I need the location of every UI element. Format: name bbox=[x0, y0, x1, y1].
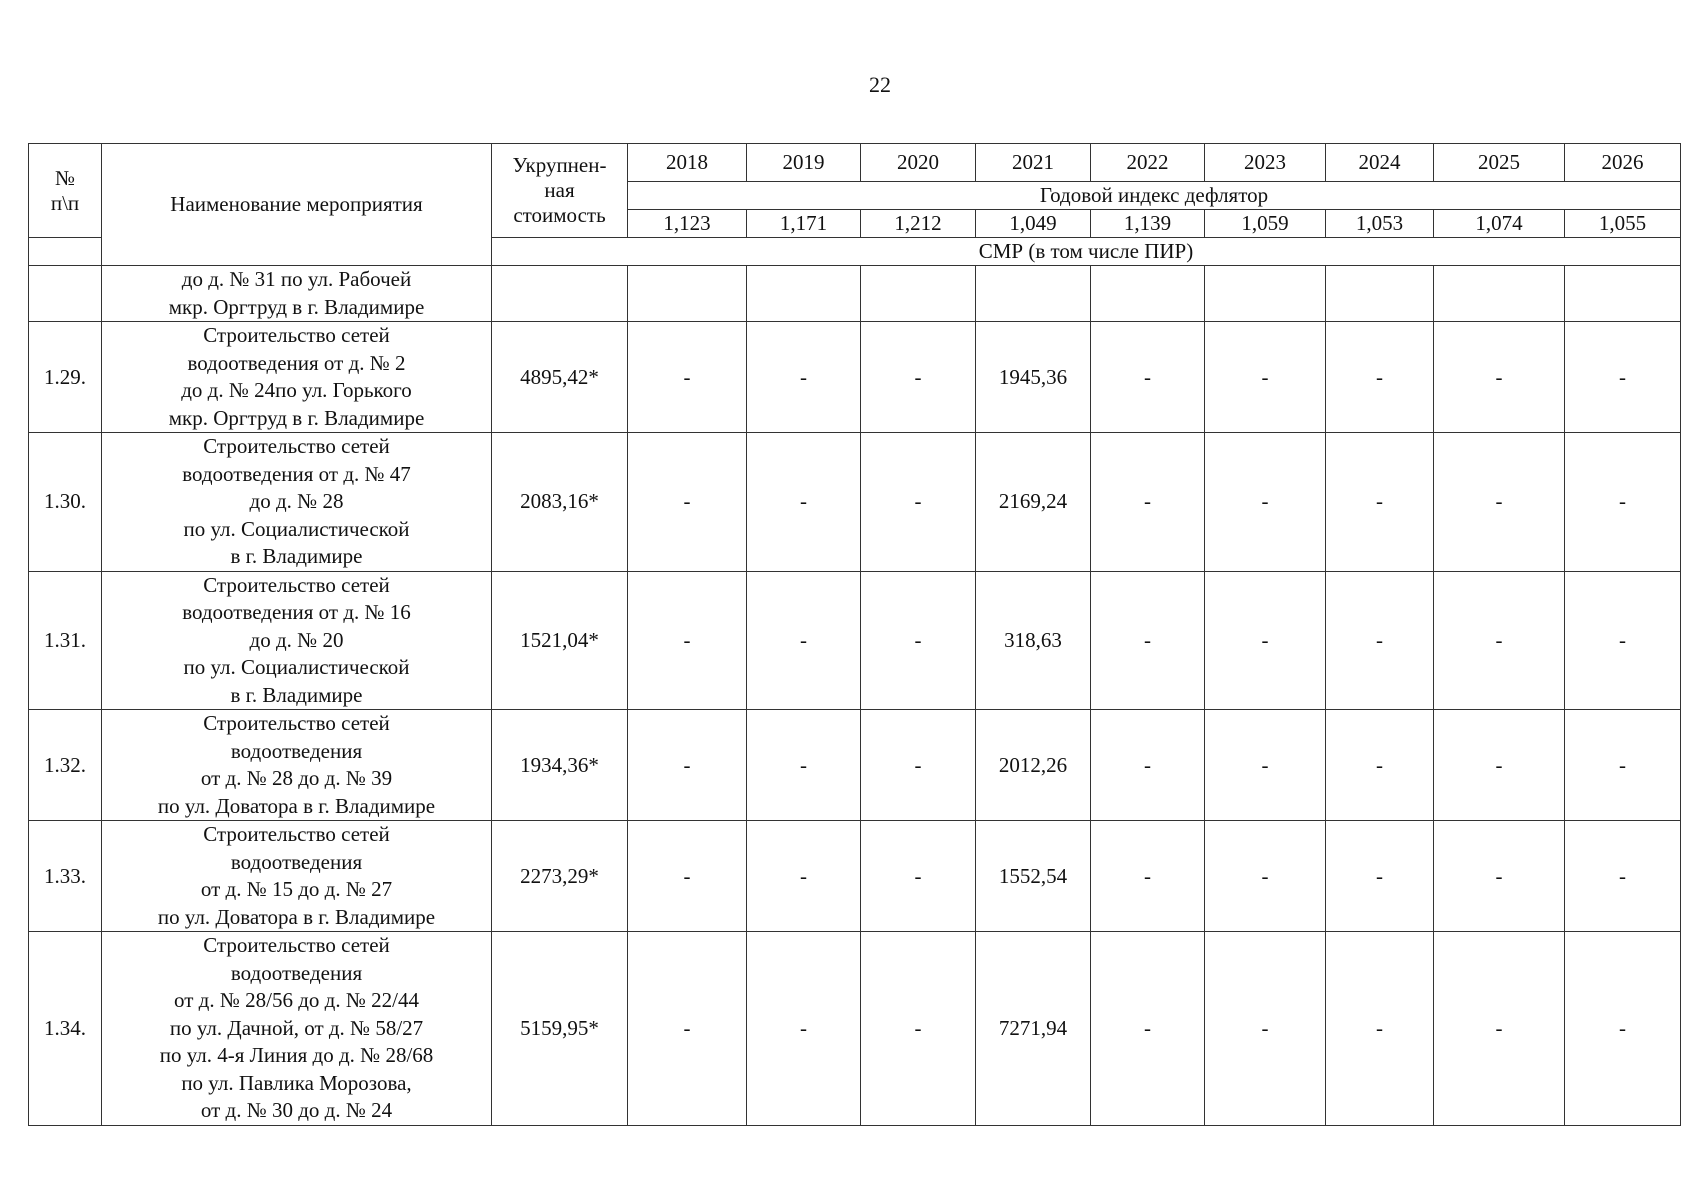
row-year-value: - bbox=[1326, 932, 1434, 1126]
row-year-value: - bbox=[747, 821, 861, 932]
row-year-value: 1945,36 bbox=[976, 322, 1091, 433]
row-name-line: Строительство сетей bbox=[203, 434, 390, 458]
table-row bbox=[29, 433, 1681, 572]
row-year-value: - bbox=[1326, 322, 1434, 433]
row-year-value: - bbox=[1326, 433, 1434, 572]
row-year-value bbox=[628, 266, 747, 322]
row-year-value: - bbox=[1205, 571, 1326, 710]
table-row bbox=[29, 710, 1681, 821]
row-year-value: 2012,26 bbox=[976, 710, 1091, 821]
header-deflator: 1,212 bbox=[861, 210, 976, 238]
row-year-value: 1552,54 bbox=[976, 821, 1091, 932]
row-year-value bbox=[1434, 266, 1565, 322]
table-row bbox=[29, 322, 1681, 433]
header-cost-line3: стоимость bbox=[513, 203, 606, 227]
header-cost bbox=[492, 144, 628, 238]
row-year-value: - bbox=[1565, 710, 1681, 821]
header-year: 2026 bbox=[1565, 144, 1681, 182]
row-number: 1.32. bbox=[29, 710, 102, 821]
row-cost bbox=[492, 266, 628, 322]
header-year: 2022 bbox=[1091, 144, 1205, 182]
header-cost-line2: ная bbox=[544, 178, 575, 202]
row-year-value: - bbox=[1434, 571, 1565, 710]
row-year-value bbox=[1091, 266, 1205, 322]
row-year-value: - bbox=[861, 821, 976, 932]
header-year: 2019 bbox=[747, 144, 861, 182]
header-deflator: 1,123 bbox=[628, 210, 747, 238]
row-name bbox=[102, 322, 492, 433]
row-year-value: - bbox=[1091, 821, 1205, 932]
row-name-line: водоотведения от д. № 16 bbox=[182, 600, 411, 624]
header-year: 2020 bbox=[861, 144, 976, 182]
row-year-value: - bbox=[1091, 322, 1205, 433]
row-year-value: - bbox=[1326, 571, 1434, 710]
row-year-value: - bbox=[747, 710, 861, 821]
row-year-value bbox=[976, 266, 1091, 322]
row-year-value: - bbox=[1091, 710, 1205, 821]
row-name-line: от д. № 30 до д. № 24 bbox=[200, 1098, 393, 1122]
budget-table bbox=[28, 143, 1681, 1126]
row-name-line: по ул. 4-я Линия до д. № 28/68 bbox=[159, 1043, 434, 1067]
header-smr-label: СМР (в том числе ПИР) bbox=[492, 238, 1681, 266]
header-deflator-label: Годовой индекс дефлятор bbox=[628, 182, 1681, 210]
row-cost: 4895,42* bbox=[492, 322, 628, 433]
row-year-value: - bbox=[861, 710, 976, 821]
row-name-line: до д. № 31 по ул. Рабочей bbox=[181, 267, 412, 291]
row-year-value: - bbox=[628, 932, 747, 1126]
table-header bbox=[29, 144, 1681, 266]
header-deflator: 1,059 bbox=[1205, 210, 1326, 238]
row-year-value: - bbox=[861, 571, 976, 710]
row-name-line: Строительство сетей bbox=[203, 323, 390, 347]
row-year-value: - bbox=[628, 571, 747, 710]
row-year-value: 318,63 bbox=[976, 571, 1091, 710]
row-year-value: - bbox=[747, 571, 861, 710]
row-number: 1.31. bbox=[29, 571, 102, 710]
row-name-line: Строительство сетей bbox=[203, 933, 390, 957]
row-name-line: по ул. Павлика Морозова, bbox=[181, 1070, 412, 1095]
row-name-line: от д. № 15 до д. № 27 bbox=[200, 877, 393, 901]
row-name-line: по ул. Дачной, от д. № 58/27 bbox=[169, 1015, 424, 1040]
row-year-value: - bbox=[1205, 821, 1326, 932]
row-name-line: от д. № 28 до д. № 39 bbox=[200, 766, 393, 790]
row-year-value: - bbox=[1565, 932, 1681, 1126]
row-year-value: - bbox=[628, 433, 747, 572]
row-year-value: 2169,24 bbox=[976, 433, 1091, 572]
header-number bbox=[29, 144, 102, 238]
row-name bbox=[102, 821, 492, 932]
row-year-value: - bbox=[861, 932, 976, 1126]
row-name bbox=[102, 266, 492, 322]
row-year-value: - bbox=[1326, 821, 1434, 932]
row-year-value: - bbox=[1205, 710, 1326, 821]
row-name bbox=[102, 433, 492, 572]
row-year-value: - bbox=[747, 433, 861, 572]
header-deflator: 1,171 bbox=[747, 210, 861, 238]
row-year-value bbox=[1565, 266, 1681, 322]
row-name-line: водоотведения bbox=[230, 738, 363, 763]
header-deflator: 1,139 bbox=[1091, 210, 1205, 238]
header-deflator: 1,074 bbox=[1434, 210, 1565, 238]
header-number-line1: № bbox=[54, 165, 76, 190]
row-name-line: мкр. Оргтруд в г. Владимире bbox=[168, 405, 425, 430]
row-number: 1.34. bbox=[29, 932, 102, 1126]
row-name bbox=[102, 710, 492, 821]
row-name bbox=[102, 932, 492, 1126]
header-deflator: 1,049 bbox=[976, 210, 1091, 238]
page-number: 22 bbox=[869, 72, 891, 97]
row-year-value: - bbox=[1205, 932, 1326, 1126]
header-year: 2025 bbox=[1434, 144, 1565, 182]
header-cost-line1: Укрупнен- bbox=[512, 153, 607, 177]
header-year: 2024 bbox=[1326, 144, 1434, 182]
row-year-value: - bbox=[1326, 710, 1434, 821]
row-name-line: водоотведения от д. № 2 bbox=[187, 350, 406, 375]
row-year-value: - bbox=[1205, 433, 1326, 572]
row-year-value: - bbox=[628, 322, 747, 433]
row-cost: 2083,16* bbox=[492, 433, 628, 572]
row-name-line: до д. № 24по ул. Горького bbox=[181, 378, 412, 402]
row-cost: 2273,29* bbox=[492, 821, 628, 932]
row-name-line: водоотведения от д. № 47 bbox=[182, 461, 411, 486]
row-name-line: по ул. Доватора в г. Владимире bbox=[157, 904, 436, 929]
row-year-value: - bbox=[861, 433, 976, 572]
row-cost: 1521,04* bbox=[492, 571, 628, 710]
row-year-value: - bbox=[747, 322, 861, 433]
header-number-filler bbox=[29, 238, 102, 266]
row-cost: 1934,36* bbox=[492, 710, 628, 821]
row-name-line: водоотведения bbox=[230, 960, 363, 985]
header-year: 2023 bbox=[1205, 144, 1326, 182]
row-name-line: мкр. Оргтруд в г. Владимире bbox=[168, 294, 425, 319]
row-year-value: - bbox=[1091, 571, 1205, 710]
row-year-value: - bbox=[1565, 571, 1681, 710]
row-year-value: - bbox=[628, 710, 747, 821]
table-row bbox=[29, 821, 1681, 932]
row-year-value: - bbox=[1434, 821, 1565, 932]
row-number: 1.29. bbox=[29, 322, 102, 433]
row-year-value bbox=[1326, 266, 1434, 322]
row-year-value: - bbox=[1091, 433, 1205, 572]
row-name-line: от д. № 28/56 до д. № 22/44 bbox=[174, 988, 419, 1012]
row-number bbox=[29, 266, 102, 322]
row-year-value: - bbox=[1565, 433, 1681, 572]
row-name-line: в г. Владимире bbox=[230, 682, 363, 707]
row-year-value: - bbox=[1565, 821, 1681, 932]
row-name-line: в г. Владимире bbox=[230, 544, 363, 568]
header-deflator: 1,053 bbox=[1326, 210, 1434, 238]
row-year-value: 7271,94 bbox=[976, 932, 1091, 1126]
header-year: 2021 bbox=[976, 144, 1091, 182]
row-name-line: Строительство сетей bbox=[203, 822, 390, 846]
row-year-value: - bbox=[861, 322, 976, 433]
row-year-value: - bbox=[1434, 322, 1565, 433]
row-year-value: - bbox=[747, 932, 861, 1126]
row-year-value: - bbox=[1205, 322, 1326, 433]
row-year-value: - bbox=[1434, 433, 1565, 572]
row-name-line: Строительство сетей bbox=[203, 711, 390, 735]
table-body bbox=[29, 266, 1681, 1126]
row-name-line: до д. № 28 bbox=[249, 489, 344, 513]
row-year-value: - bbox=[1434, 710, 1565, 821]
header-year: 2018 bbox=[628, 144, 747, 182]
row-number: 1.33. bbox=[29, 821, 102, 932]
row-name bbox=[102, 571, 492, 710]
row-number: 1.30. bbox=[29, 433, 102, 572]
row-name-line: по ул. Доватора в г. Владимире bbox=[157, 793, 436, 818]
row-name-line: до д. № 20 bbox=[249, 627, 344, 652]
row-year-value bbox=[1205, 266, 1326, 322]
row-name-line: по ул. Социалистической bbox=[183, 655, 410, 679]
row-year-value bbox=[747, 266, 861, 322]
table-row bbox=[29, 266, 1681, 322]
header-name: Наименование мероприятия bbox=[102, 144, 492, 266]
row-name-line: по ул. Социалистической bbox=[183, 516, 410, 541]
header-number-line2: п\п bbox=[50, 190, 80, 215]
row-year-value: - bbox=[1091, 932, 1205, 1126]
row-name-line: водоотведения bbox=[230, 849, 363, 874]
row-cost: 5159,95* bbox=[492, 932, 628, 1126]
row-year-value: - bbox=[1565, 322, 1681, 433]
table-row bbox=[29, 571, 1681, 710]
row-year-value bbox=[861, 266, 976, 322]
row-name-line: Строительство сетей bbox=[203, 572, 390, 597]
table-row bbox=[29, 932, 1681, 1126]
row-year-value: - bbox=[628, 821, 747, 932]
row-year-value: - bbox=[1434, 932, 1565, 1126]
header-row-years bbox=[29, 144, 1681, 182]
header-deflator: 1,055 bbox=[1565, 210, 1681, 238]
